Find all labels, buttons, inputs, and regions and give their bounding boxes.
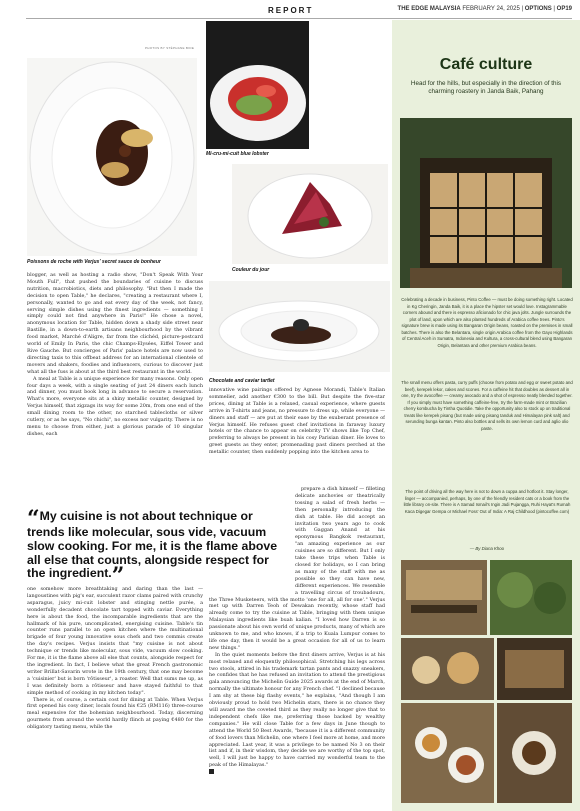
couleur-caption: Couleur du jour — [232, 267, 270, 273]
paragraph: prepare a dish himself — filleting delicate anchovies or theatrically tossing a salad of fresh herbs — then personally introducing the dish at table. He did accept an invitation two years ago to cook with Gaggan Anand at his eponymous Bangkok restaurant, "an amazing experience as our cuisines are so different. But I only take these trips when Table is closed for holidays, so I can bring as many of the staff with me as possible so they can have new, different experiences. We resemble a travelling circus of troubadours, the Three Musketeers, with the motto 'one for all, all for one'." Verjus met up with Darren Teoh of Dewakan recently, whose staff had already come to try the cuisine at Table, bringing with them unique Malaysian ingredients like buah kalian. "I loved how Darren is so passionate about his own world of unique products, many of which are unknown to me, and who knows, if a trip to Kuala Lumpur comes to life one day, then it would be a great occasion for all of us to learn new things." — [209, 486, 385, 651]
page-number: OP19 — [556, 6, 572, 12]
sidebar-deck: Head for the hills, but especially in the direction of this charming roastery in Janda Baik, Pahang — [410, 80, 562, 96]
sidebar-paragraph-1: Celebrating a decade in business, Pinto Coffee — must be doing something right. Located in Kg Cheringin, Janda Baik, it is a place the hipster set would love. Instagrammable corners abound and there is espresso aficionado for chic java jolts. Jungle surrounds the plot of land, upon which are also planted hundreds of Arabica coffee trees. Pinto's signature brew is made using its Bangaran Origin beans, roasted on the premises in small batches. There is also the Belantara, single origin Arabica coffee from the Gayo Highlands of Central Aceh in Sumatra, Indonesia and Kultura, a cross-cultural blend using Bangaran Origin, Belantara and other premium Arabica beans. — [401, 297, 573, 348]
photo-credit: PHOTOS BY STÉPHANE BIDE — [145, 46, 195, 50]
cafe-photo-counter — [497, 638, 572, 700]
couleur-plate-illustration — [232, 164, 388, 264]
paragraph: A meal at Table is a unique experience for many reasons. Only open four days a week, with a single seating of just 24 diners each lunch and dinner, you must book long in advance to secure a reservation. What's more, everyone sits at a shiny metallic counter, designed by Verjus himself, that zigzags its way for some 20m, from one end of the small dining room to the other, no starched tablecloths or silver cutlery, or as he says, "No chichi", no excess nor vulgarity. There is no menu to choose from either, just a glorious parade of 10 singular dishes, each — [27, 375, 203, 437]
fish-plate-illustration — [27, 58, 197, 256]
paragraph: one somehow more breathtaking and daring than the last — langoustines with pig's ear, succulent razor clams paired with crunchy asparagus, juicy mi-cuit lobster and stinging nettle purée, a wonderfully decadent chocolate tart topped with caviar. Everything here is about the food, the incomparable ingredients that are the hallmark of his pure, uncomplicated, energising cuisine. Table's tin counter runs parallel to an open kitchen where the multinational brigade of four young innovative sous chefs and two commis create the day's recipes. Verjus insists that "my cuisine is not about technique or trends like molecular, sous vide, vacuum slow cooking. For me, it is the flame above all else that counts, alongside respect for the ingredient. In fact, I believe what the great French gastronomic writer Brillat-Savarin wrote in the 19th century, that one may become a 'cuisinier' but is born 'rôtisseur', a roaster. Well that sums me up, as I was definitely born a rôtisseur and have stayed faithful to that simple method of cooking in my kitchen today". — [27, 586, 203, 696]
cafe-interior-illustration — [401, 560, 487, 635]
article-column-2-bottom — [209, 486, 385, 806]
lobster-photo — [206, 21, 309, 149]
paragraph: blogger, as well as hosting a radio show, "Don't Speak With Your Mouth Full", that pushed the boundaries of cuisine to discuss nutrition, macrobiotics, diets and philosophy. "But then I made the decision to open Table," he declares, "creating a restaurant where I, personally, wanted to go and eat every day of the week, not fancy, serving simple dishes using the finest ingredients — something I simply could not find anywhere in Paris!" He chose a novel, anonymous location for Table, hidden down a shady side street near Bastille, in a down-to-earth artisans neighbourhood by the vibrant food market, Marché d'Aligre, far from the clichéd, picture-postcard world of Emily In Paris, the chic Champs-Elysées, Eiffel Tower and Rive Gauche. But concierges of Paris' palace hotels are now used to directing taxis to this offbeat address for an international clientele of movers and shakers, foodies and influencers, curious to discover just what all the fuss is about at the third best restaurant in the world. — [27, 272, 203, 375]
section-label: REPORT — [268, 6, 314, 15]
publication-info: THE EDGE MALAYSIA FEBRUARY 24, 2025 | OPTIONS | OP19 — [397, 6, 572, 12]
article-column-1-bottom — [27, 586, 203, 806]
publication-name: THE EDGE MALAYSIA — [397, 6, 461, 12]
quote-wrap-spacer — [209, 486, 295, 596]
paragraph: In the quiet moments before the first diners arrive, Verjus is at his most relaxed and eloquently philosophical. Stretching his legs across two stools, attired in his trademark tartan pants and snazzy sneakers, he confides that he has refused an invitation to attend the prestigious gala announcing the Michelin Guide 2025 awards at the end of March, normally the ultimate honour for any French chef. "I declined because I am shy at these big flashy events," he explains, "And though I am obviously proud to hold two Michelin stars, there is no chance they will award me the coveted third as they really no longer give that to independent chefs like me, preferring those backed by wealthy companies." He will close Table for a few days in June though to attend the World 50 Best Awards, "because it is a different community of food lovers than Michelin, one where I feel more at home, and more appreciated. Last year, it was a privilege to be named No 3 on their list and if, in their wisdom, they decide we are worthy of the top spot, well, I will just be happy to have carried my wonderful team to the peak of the Himalayas." — [209, 651, 385, 769]
sidebar-paragraph-2: The small menu offers pasta, curry puffs (choose from potato and egg or sweet potato and beef), kerepek lekor, cakes and scones. For a caffeine hit that doubles as dessert all in one, try the avocoffee — creamy avocado and a shot of espresso neatly blended together. If you simply must have something caffeine-free, try the farm-made mint or Brazilian cherry kombucha by Tintha Quotidie. Take the opportunity also to stock up on traditional treats like kerepek pisang (but made using pisang tanduk and Himalayan pink salt) and serunding bunga kantan. Pinto also bottles and sells its own lemon curd and aglio olio paste. — [401, 380, 573, 431]
pull-quote-text: My cuisine is not about technique or trends like molecular, sous vide, vacuum slow cooking. For me, it is the flame above all else that counts, alongside respect for the ingredient. — [27, 509, 278, 581]
counter-illustration — [497, 638, 572, 700]
section-right: OPTIONS — [524, 6, 552, 12]
paragraph: innovative wine pairings offered by Agnese Morandi, Table's Italian sommelier, add another €300 to the bill. But despite the five-star prices, dining at Table is a relaxed, casual experience, where guests arrive in T-shirts and jeans, no pressure to dress up, while everyone — diners and staff — are put at their ease by the exuberant presence of Verjus himself. He refuses guest chef invitations in faraway luxury hotels or the chance to appear on celebrity TV shows like Top Chef, preferring to always be present in his cosy Parisian diner. He loves to greet guests as they enter, promenading past diners perched at the metallic counter, then suddenly popping into the kitchen area to — [209, 387, 385, 456]
tartlet-plate-illustration — [209, 281, 390, 372]
sidebar-title: Café culture — [439, 56, 533, 73]
close-quote-mark: ” — [111, 563, 125, 590]
cafe-photo-cakes — [401, 638, 494, 700]
paragraph: There is, of course, a certain cost for dining at Table. When Verjus first opened his cosy diner, locals found his €25 (RM116) three-course meal expensive for the bohemian neighbourhood. Today, discerning gourmets from around the world hardly flinch at paying €480 for the obligatory tasting menu, while the — [27, 696, 203, 731]
garden-illustration — [490, 560, 572, 635]
lobster-plate-illustration — [206, 21, 309, 149]
cafe-building-illustration — [400, 118, 572, 288]
tartlet-caption: Chocolate and caviar tartlet — [209, 378, 275, 384]
drinks-illustration — [497, 703, 572, 803]
end-mark-icon — [209, 769, 214, 774]
lobster-caption: Mi-cru-mi-cuit blue lobster — [206, 151, 269, 157]
cafe-photo — [400, 118, 572, 288]
sidebar-byline: — By Diana Khoo — [469, 546, 505, 551]
couleur-photo — [232, 164, 388, 264]
cakes-illustration — [401, 638, 494, 700]
article-column-1-top — [27, 272, 203, 499]
cafe-photo-food — [401, 703, 494, 803]
open-quote-mark: “ — [27, 506, 40, 532]
issue-date: FEBRUARY 24, 2025 — [462, 6, 520, 12]
cafe-photo-table — [401, 560, 487, 635]
fish-photo — [27, 58, 197, 256]
sidebar-paragraph-3: The point of driving all the way here is not to down a cuppa and hotfoot it. Stay longer, linger — accompanied, perhaps, by one of the friendly resident cats or a book from the little library on-site. There is A Samad Ismail's Ingin Jadi Pujangga, Ruhi Hayat's Rumah Kaca Digegar Gempa or Michael Foss' Out of India: A Raj Childhood (pintocoffee.com) — [403, 489, 571, 514]
article-column-2-top — [209, 387, 385, 483]
fish-caption: Poissons de roche with Verjus' secret sauce de bonheur — [27, 259, 161, 265]
header-rule — [26, 18, 572, 19]
food-illustration — [401, 703, 494, 803]
cafe-photo-garden — [490, 560, 572, 635]
cafe-photo-drinks — [497, 703, 572, 803]
tartlet-photo — [209, 281, 390, 372]
